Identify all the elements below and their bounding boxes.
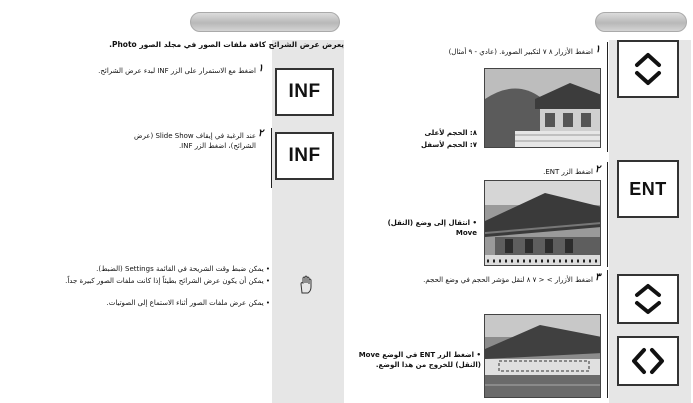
building-photo [484,68,601,148]
up-down-chevrons-icon [633,281,663,317]
step-number: ١ [595,44,601,55]
up-down-chevrons-icon [633,50,663,88]
note-item: • يمكن ضبط وقت الشريحة في القائمة Settings (الضبط). [96,265,270,273]
note-item: • يمكن أن يكون عرض الشرائح بطيئاً إذا كانت ملفات الصور كبيرة جداً. [65,277,270,285]
header-tab [595,12,687,32]
inf-key [275,68,334,116]
photo-caption: ٧: الحجم لأسفل [421,141,477,149]
key-label: INF [288,81,321,102]
note-item: • يمكن عرض ملفات الصور أثناء الاستماع إلى الصوتيات. [106,299,270,307]
key-label: ENT [629,178,667,199]
right-page [347,0,693,403]
step-text: اضغط الأزرار > < ٧ ٨ لنقل مؤشر الحجم في وضع الحجم. [423,276,593,284]
photo-caption: ٨: الحجم لأعلى [424,129,477,137]
step-text: اضغط الأزرار ٨ ٧ لتكبير الصورة. (عادي - ٩ أمثال) [448,48,593,56]
step-text: اضغط الزر ENT. [543,168,593,176]
intro-text: يعرض عرض الشرائح كافة ملفات الصور في مجلد الصور Photo. [109,40,344,49]
hand-icon [297,275,315,299]
step-number: ١ [258,63,264,74]
up-down-key [617,274,679,324]
photo-caption: • اضغط الزر ENT في الوضع Move (النقل) للخروج من هذا الوضع. [358,351,481,369]
step-number: ٣ [595,272,601,283]
building-photo [484,314,601,398]
ent-key [617,160,679,218]
roof-photo [484,180,601,266]
step-divider [607,270,608,398]
step-divider [607,162,608,267]
step-text: اضغط مع الاستمرار على الزر INF لبدء عرض الشرائح. [98,67,256,75]
step-divider [607,42,608,152]
left-right-chevrons-icon [629,346,667,376]
step-number: ٢ [595,164,601,175]
step-number: ٢ [258,128,264,139]
key-label: INF [288,145,321,166]
left-page [0,0,346,403]
photo-caption: • انتقال إلى وضع (النقل) Move [387,219,477,237]
inf-key [275,132,334,180]
up-down-key [617,40,679,98]
left-right-key [617,336,679,386]
step-divider [271,128,272,188]
header-tab [190,12,340,32]
step-text: عند الرغبة في إيقاف Slide Show (عرض الشرائح)، اضغط الزر INF. [133,132,256,150]
